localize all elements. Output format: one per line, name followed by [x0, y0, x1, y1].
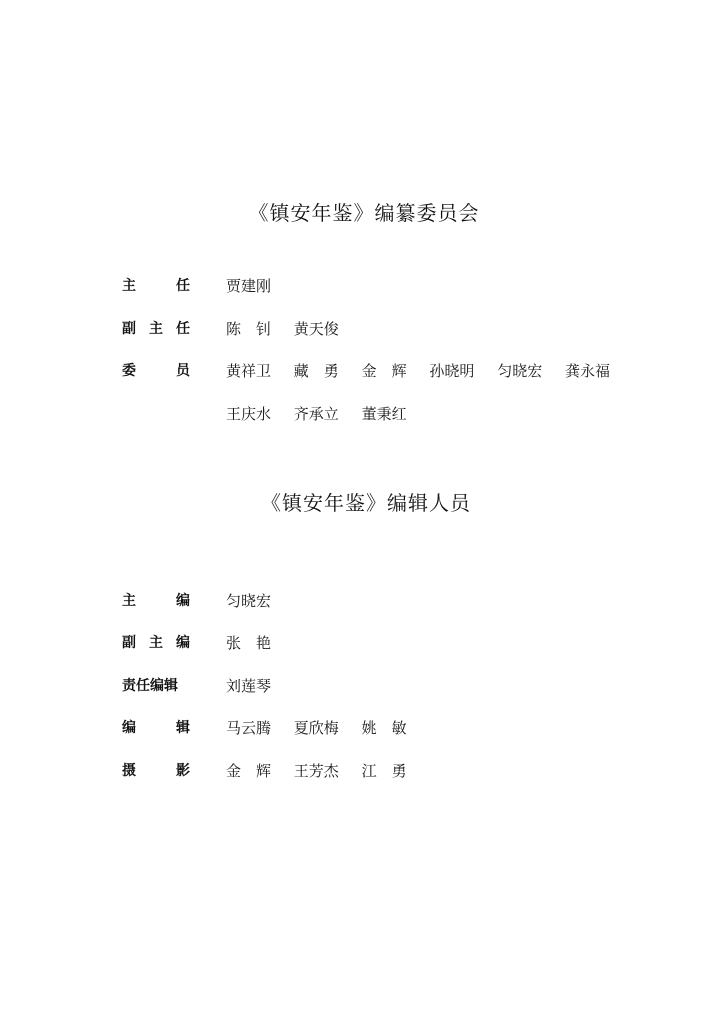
label-char: 任 — [176, 278, 190, 294]
label-char: 摄 — [122, 763, 136, 779]
row-names — [226, 318, 339, 339]
person-name: 陈 钊 — [226, 320, 272, 338]
person-name: 马云腾 — [226, 719, 272, 737]
person-name: 齐承立 — [293, 405, 339, 423]
row-label — [122, 675, 190, 695]
person-name: 龚永福 — [564, 362, 610, 380]
person-name: 匀晓宏 — [497, 362, 543, 380]
label-char: 编 — [176, 635, 190, 651]
person-name: 董秉红 — [361, 405, 407, 423]
person-name: 姚 敏 — [361, 719, 407, 737]
label-char: 主 — [122, 593, 136, 609]
label-char: 编 — [176, 593, 190, 609]
row-names — [226, 717, 407, 738]
label-char: 员 — [176, 363, 190, 379]
row-label — [122, 360, 190, 380]
row-names — [226, 760, 407, 781]
row-label — [122, 590, 190, 610]
row-label — [122, 318, 190, 338]
person-name: 夏欣梅 — [293, 719, 339, 737]
row-names — [226, 275, 271, 296]
person-name: 金 辉 — [226, 762, 272, 780]
person-name: 张 艳 — [226, 634, 272, 652]
label-char: 责任编辑 — [122, 678, 178, 694]
row-names — [226, 590, 271, 611]
person-name: 黄祥卫 — [226, 362, 272, 380]
label-char: 主 — [149, 635, 163, 651]
person-name: 王芳杰 — [293, 762, 339, 780]
person-name: 孙晓明 — [429, 362, 475, 380]
label-char: 辑 — [176, 720, 190, 736]
person-name: 王庆水 — [226, 405, 272, 423]
person-name: 匀晓宏 — [226, 592, 272, 610]
row-names — [226, 360, 610, 381]
row-names — [226, 403, 407, 424]
person-name: 贾建刚 — [226, 277, 272, 295]
person-name: 刘莲琴 — [226, 677, 272, 695]
row-names — [226, 675, 271, 696]
person-name: 江 勇 — [361, 762, 407, 780]
row-label — [122, 760, 190, 780]
label-char: 任 — [176, 321, 190, 337]
label-char: 编 — [122, 720, 136, 736]
person-name: 藏 勇 — [293, 362, 339, 380]
person-name: 黄天俊 — [293, 320, 339, 338]
label-char: 副 — [122, 321, 136, 337]
editors-title: 《镇安年鉴》编辑人员 — [261, 491, 471, 515]
row-label — [122, 717, 190, 737]
row-names — [226, 632, 271, 653]
label-char: 主 — [149, 321, 163, 337]
label-char: 主 — [122, 278, 136, 294]
row-label — [122, 275, 190, 295]
label-char: 影 — [176, 763, 190, 779]
committee-title: 《镇安年鉴》编纂委员会 — [248, 201, 480, 225]
label-char: 副 — [122, 635, 136, 651]
row-label — [122, 632, 190, 652]
person-name: 金 辉 — [361, 362, 407, 380]
label-char: 委 — [122, 363, 136, 379]
